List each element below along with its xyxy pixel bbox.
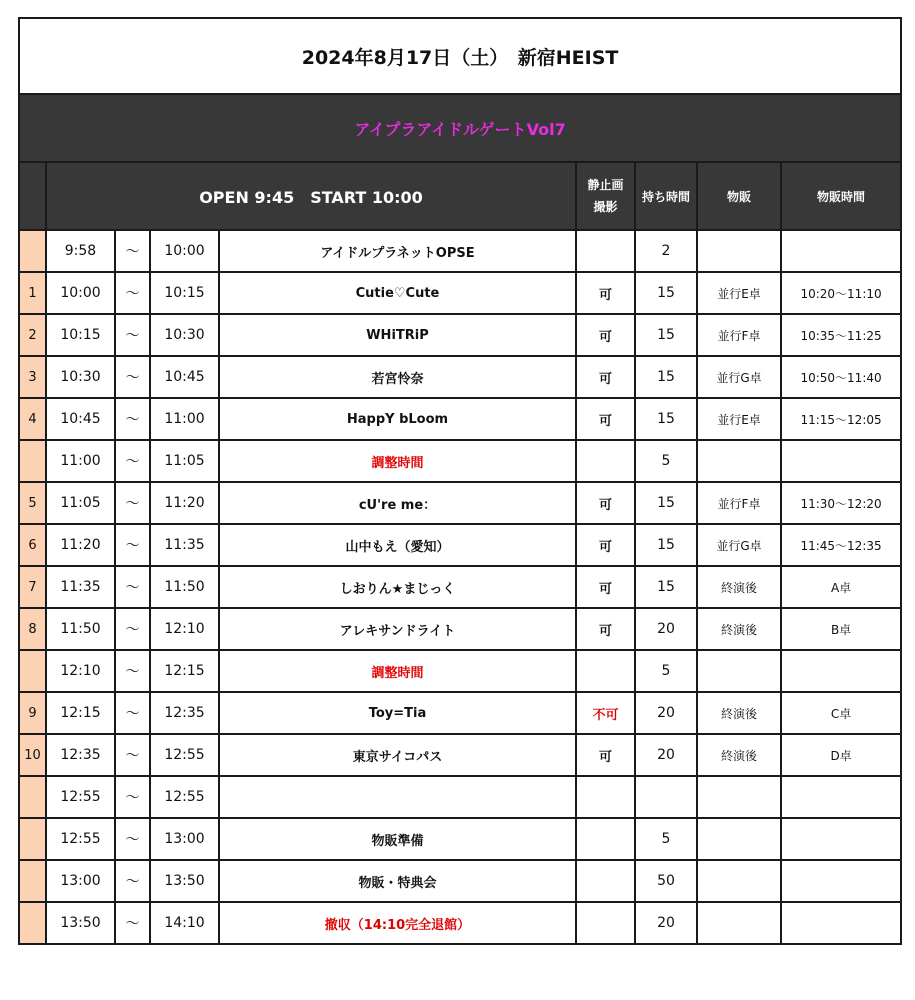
start-time: 12:15 — [46, 692, 115, 734]
page-title: 2024年8月17日（土） 新宿HEIST — [19, 18, 901, 94]
merch-time — [781, 230, 901, 272]
duration: 20 — [635, 734, 697, 776]
row-number: 10 — [19, 734, 46, 776]
time-separator: ～ — [115, 608, 150, 650]
time-separator: ～ — [115, 650, 150, 692]
merch-location — [697, 440, 781, 482]
title-row — [19, 18, 901, 94]
duration: 5 — [635, 650, 697, 692]
merch-location: 並行E卓 — [697, 398, 781, 440]
time-separator: ～ — [115, 524, 150, 566]
table-row — [19, 818, 901, 860]
end-time: 12:15 — [150, 650, 219, 692]
end-time: 11:35 — [150, 524, 219, 566]
performer-name: cU're me： — [219, 482, 576, 524]
header-number-cell — [19, 162, 46, 230]
merch-time: 10:20～11:10 — [781, 272, 901, 314]
start-time: 11:50 — [46, 608, 115, 650]
table-row — [19, 272, 901, 314]
photo-permission — [576, 860, 635, 902]
end-time: 13:50 — [150, 860, 219, 902]
time-separator: ～ — [115, 398, 150, 440]
performer-name: 物販準備 — [219, 818, 576, 860]
merch-time — [781, 650, 901, 692]
duration: 15 — [635, 314, 697, 356]
photo-permission: 可 — [576, 524, 635, 566]
row-number — [19, 902, 46, 944]
performer-name: しおりん★まじっく — [219, 566, 576, 608]
table-row — [19, 902, 901, 944]
time-separator: ～ — [115, 440, 150, 482]
duration: 15 — [635, 482, 697, 524]
table-row — [19, 734, 901, 776]
merch-header: 物販 — [697, 162, 781, 230]
end-time: 10:45 — [150, 356, 219, 398]
duration: 20 — [635, 902, 697, 944]
time-separator: ～ — [115, 314, 150, 356]
photo-permission — [576, 902, 635, 944]
start-time: 12:55 — [46, 776, 115, 818]
start-time: 11:35 — [46, 566, 115, 608]
merch-location: 終演後 — [697, 608, 781, 650]
row-number — [19, 776, 46, 818]
performer-name: アレキサンドライト — [219, 608, 576, 650]
time-separator: ～ — [115, 902, 150, 944]
duration: 5 — [635, 818, 697, 860]
performer-name: 若宮怜奈 — [219, 356, 576, 398]
row-number: 8 — [19, 608, 46, 650]
duration: 15 — [635, 272, 697, 314]
merch-time — [781, 902, 901, 944]
row-number: 7 — [19, 566, 46, 608]
duration: 15 — [635, 566, 697, 608]
merch-location: 並行F卓 — [697, 482, 781, 524]
photo-permission: 可 — [576, 398, 635, 440]
time-separator: ～ — [115, 692, 150, 734]
merch-time: 11:45～12:35 — [781, 524, 901, 566]
photo-permission — [576, 818, 635, 860]
photo-permission — [576, 650, 635, 692]
duration: 15 — [635, 356, 697, 398]
table-row — [19, 608, 901, 650]
merch-time: A卓 — [781, 566, 901, 608]
photo-permission — [576, 440, 635, 482]
table-row — [19, 314, 901, 356]
performer-name: WHiTRiP — [219, 314, 576, 356]
duration: 2 — [635, 230, 697, 272]
table-row — [19, 776, 901, 818]
start-time: 10:15 — [46, 314, 115, 356]
end-time: 12:55 — [150, 776, 219, 818]
duration: 20 — [635, 692, 697, 734]
time-separator: ～ — [115, 566, 150, 608]
merch-location — [697, 776, 781, 818]
merch-time: D卓 — [781, 734, 901, 776]
performer-name: アイドルプラネットOPSE — [219, 230, 576, 272]
performer-name — [219, 776, 576, 818]
timetable-sheet — [18, 17, 900, 945]
time-separator: ～ — [115, 272, 150, 314]
time-separator: ～ — [115, 776, 150, 818]
start-time: 11:05 — [46, 482, 115, 524]
row-number: 2 — [19, 314, 46, 356]
row-number — [19, 440, 46, 482]
duration-header: 持ち時間 — [635, 162, 697, 230]
merch-location — [697, 230, 781, 272]
merch-time — [781, 860, 901, 902]
photo-permission: 可 — [576, 734, 635, 776]
merch-time: 11:30～12:20 — [781, 482, 901, 524]
performer-name: 山中もえ（愛知） — [219, 524, 576, 566]
time-separator: ～ — [115, 356, 150, 398]
photo-header — [576, 162, 635, 230]
start-time: 10:00 — [46, 272, 115, 314]
row-number — [19, 818, 46, 860]
photo-header-line1: 静止画 — [587, 178, 624, 192]
performer-name: HappY bLoom — [219, 398, 576, 440]
start-time: 12:55 — [46, 818, 115, 860]
time-separator: ～ — [115, 230, 150, 272]
merch-time — [781, 440, 901, 482]
duration: 5 — [635, 440, 697, 482]
event-name: アイプラアイドルゲートVol7 — [19, 94, 901, 162]
merch-location: 並行E卓 — [697, 272, 781, 314]
end-time: 12:10 — [150, 608, 219, 650]
row-number: 4 — [19, 398, 46, 440]
merch-location — [697, 902, 781, 944]
performer-name: 調整時間 — [219, 650, 576, 692]
row-number: 6 — [19, 524, 46, 566]
photo-permission: 可 — [576, 482, 635, 524]
row-number: 9 — [19, 692, 46, 734]
merch-time: 10:50～11:40 — [781, 356, 901, 398]
photo-permission: 可 — [576, 272, 635, 314]
merch-time: C卓 — [781, 692, 901, 734]
start-time: 9:58 — [46, 230, 115, 272]
start-time: 11:20 — [46, 524, 115, 566]
merch-time: 10:35～11:25 — [781, 314, 901, 356]
start-time: 10:30 — [46, 356, 115, 398]
end-time: 10:15 — [150, 272, 219, 314]
table-row — [19, 524, 901, 566]
merch-location: 並行F卓 — [697, 314, 781, 356]
end-time: 10:00 — [150, 230, 219, 272]
start-time: 13:00 — [46, 860, 115, 902]
table-row — [19, 440, 901, 482]
row-number: 5 — [19, 482, 46, 524]
table-row — [19, 230, 901, 272]
performer-name: 東京サイコパス — [219, 734, 576, 776]
performer-name: 撤収（14:10完全退館） — [219, 902, 576, 944]
photo-permission: 可 — [576, 566, 635, 608]
merch-time — [781, 776, 901, 818]
merch-location: 終演後 — [697, 692, 781, 734]
merch-location: 終演後 — [697, 566, 781, 608]
table-row — [19, 398, 901, 440]
time-separator: ～ — [115, 482, 150, 524]
event-row — [19, 94, 901, 162]
start-time: 10:45 — [46, 398, 115, 440]
time-separator: ～ — [115, 818, 150, 860]
merch-location: 終演後 — [697, 734, 781, 776]
header-row — [19, 162, 901, 230]
table-row — [19, 566, 901, 608]
photo-permission: 不可 — [576, 692, 635, 734]
duration: 15 — [635, 524, 697, 566]
performer-name: 物販・特典会 — [219, 860, 576, 902]
merch-location — [697, 818, 781, 860]
merch-location: 並行G卓 — [697, 356, 781, 398]
merch-location — [697, 650, 781, 692]
table-row — [19, 692, 901, 734]
duration: 50 — [635, 860, 697, 902]
performer-name: Cutie♡Cute — [219, 272, 576, 314]
end-time: 13:00 — [150, 818, 219, 860]
merch-time: 11:15～12:05 — [781, 398, 901, 440]
time-separator: ～ — [115, 860, 150, 902]
start-time: 12:10 — [46, 650, 115, 692]
timetable — [18, 17, 902, 945]
photo-permission — [576, 776, 635, 818]
table-row — [19, 356, 901, 398]
merch-location: 並行G卓 — [697, 524, 781, 566]
row-number — [19, 230, 46, 272]
end-time: 11:50 — [150, 566, 219, 608]
end-time: 14:10 — [150, 902, 219, 944]
merch-time — [781, 818, 901, 860]
merch-time-header: 物販時間 — [781, 162, 901, 230]
end-time: 12:35 — [150, 692, 219, 734]
end-time: 12:55 — [150, 734, 219, 776]
photo-header-line2: 撮影 — [593, 200, 618, 214]
end-time: 11:05 — [150, 440, 219, 482]
row-number — [19, 860, 46, 902]
photo-permission — [576, 230, 635, 272]
end-time: 11:00 — [150, 398, 219, 440]
start-time: 11:00 — [46, 440, 115, 482]
row-number: 1 — [19, 272, 46, 314]
time-separator: ～ — [115, 734, 150, 776]
photo-permission: 可 — [576, 356, 635, 398]
table-row — [19, 650, 901, 692]
end-time: 10:30 — [150, 314, 219, 356]
duration: 20 — [635, 608, 697, 650]
row-number: 3 — [19, 356, 46, 398]
start-time: 13:50 — [46, 902, 115, 944]
end-time: 11:20 — [150, 482, 219, 524]
photo-permission: 可 — [576, 608, 635, 650]
photo-permission: 可 — [576, 314, 635, 356]
merch-time: B卓 — [781, 608, 901, 650]
merch-location — [697, 860, 781, 902]
start-time: 12:35 — [46, 734, 115, 776]
row-number — [19, 650, 46, 692]
duration: 15 — [635, 398, 697, 440]
open-start-header: OPEN 9:45 START 10:00 — [46, 162, 576, 230]
performer-name: 調整時間 — [219, 440, 576, 482]
table-row — [19, 482, 901, 524]
table-row — [19, 860, 901, 902]
duration — [635, 776, 697, 818]
performer-name: Toy=Tia — [219, 692, 576, 734]
